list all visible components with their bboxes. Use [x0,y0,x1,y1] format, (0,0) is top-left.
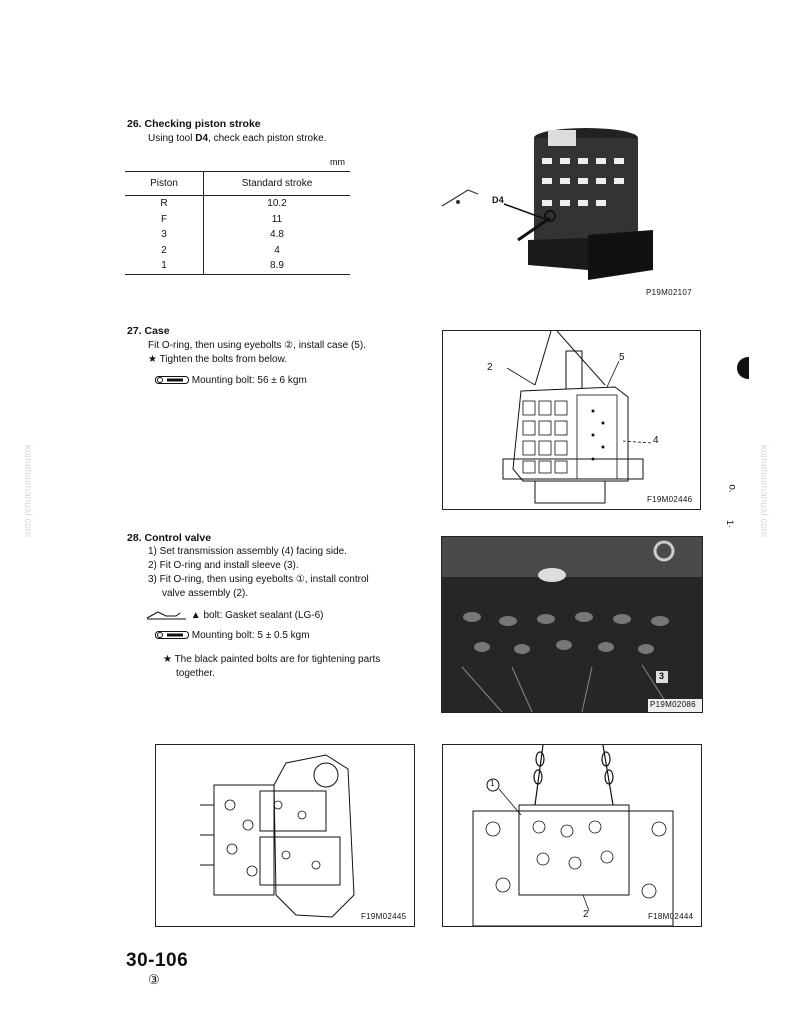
revision-mark: ③ [148,972,160,987]
torque-wrench-icon [155,375,189,385]
callout-number: 4 [653,435,659,446]
instruction-text: Fit O-ring, then using eyebolts ②, install case (5). [148,340,366,351]
torque-spec [155,629,310,643]
callout-number: 3 [659,671,665,681]
margin-mark: 1· [725,519,736,529]
sealant-icon [146,610,188,620]
instruction-text [148,132,326,146]
figure-id: F18M02444 [648,912,694,921]
callout-number: 2 [487,362,493,373]
transmission-photo-illustration [442,537,702,712]
table-row [125,196,350,212]
torque-wrench-icon [155,630,189,640]
figure-id: F19M02446 [647,495,693,504]
callout-number: 5 [619,352,625,363]
torque-spec [155,374,307,388]
note-text: ★ The black painted bolts are for tightening parts [163,654,381,665]
case-assembly-illustration [443,331,700,509]
table-row [125,258,350,274]
clutch-pack-illustration [438,120,702,302]
table-row [125,227,350,243]
valve-assembly-drawing [156,745,414,926]
control-valve-photo [441,536,703,713]
torque-value: Mounting bolt: 5 ± 0.5 kgm [191,630,310,641]
step-text: 3) Fit O-ring, then using eyebolts ①, install control [148,574,369,585]
table-header: Standard stroke [204,172,351,196]
margin-mark: o. [726,484,738,493]
sealant-value: ▲ bolt: Gasket sealant (LG-6) [190,610,324,621]
step-text: 1) Set transmission assembly (4) facing side. [148,546,347,557]
callout-number: 1 [490,779,495,788]
sealant-spec [146,609,324,623]
instruction-prefix: Using tool [148,133,196,144]
instruction-suffix: , check each piston stroke. [208,133,327,144]
figure-id: F19M02445 [361,912,407,921]
piston-stroke-table [125,171,350,275]
table-cell: 4.8 [270,229,284,241]
step-text: valve assembly (2). [162,588,249,599]
step-text: 2) Fit O-ring and install sleeve (3). [148,560,299,571]
table-header: Piston [125,172,204,196]
figure-id: P19M02086 [650,700,696,709]
table-row [125,243,350,259]
section-title: 28. Control valve [127,532,212,544]
figure-id: P19M02107 [646,288,692,297]
watermark-right: komatsumanual.com [758,445,769,538]
tool-name: D4 [195,133,209,144]
case-installation-figure [442,330,701,510]
valve-lifting-figure [442,744,702,927]
callout-number: 2 [583,909,589,920]
unit-label: mm [330,157,345,167]
table-row [125,212,350,228]
watermark-left: komatsumanual.com [22,445,33,538]
margin-tab [737,357,749,379]
valve-assembly-figure [155,744,415,927]
section-title: 26. Checking piston stroke [127,118,261,130]
table-cell: 3 [125,227,204,243]
table-cell: 8.9 [204,258,351,274]
table-cell: 11 [271,213,283,225]
section-title: 27. Case [127,325,170,337]
note-text: together. [176,668,215,679]
table-cell: 4 [274,244,280,256]
table-cell: 2 [125,243,204,259]
table-cell: R [125,196,204,212]
table-cell: 10.2 [267,198,287,210]
torque-value: Mounting bolt: 56 ± 6 kgm [191,375,307,386]
callout-label: D4 [492,195,505,205]
valve-lifting-drawing [443,745,701,926]
table-cell: F [125,212,204,228]
table-cell: 1 [125,258,204,274]
note-text: ★ Tighten the bolts from below. [148,354,288,365]
page-number: 30-106 [126,950,189,971]
piston-stroke-photo [438,120,702,302]
